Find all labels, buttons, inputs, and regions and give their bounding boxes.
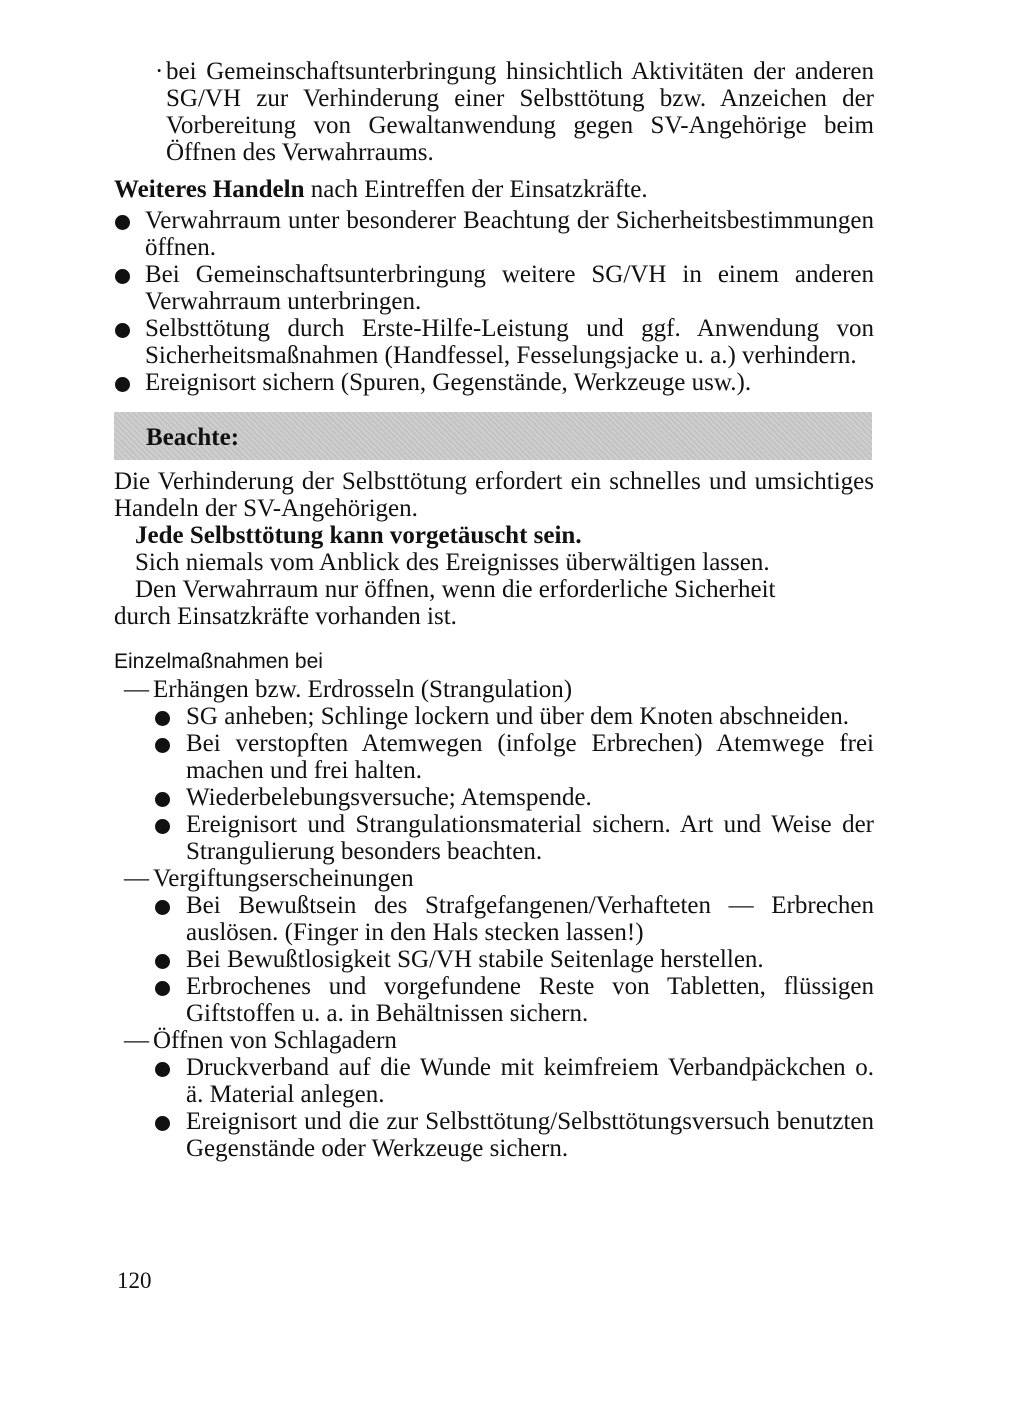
bullet-icon <box>155 1062 170 1077</box>
bullet-icon <box>155 954 170 969</box>
measure-group <box>114 865 874 1027</box>
notice-text-3a: Den Verwahrraum nur öffnen, wenn die erforderliche Sicherheit <box>135 576 776 603</box>
bullet-icon <box>155 738 170 753</box>
list-item-text: Ereignisort und die zur Selbsttötung/Selbsttötungsversuch benutzten Gegenstände oder Werkzeuge sichern. <box>186 1108 874 1162</box>
bullet-icon <box>155 981 170 996</box>
beachte-label: Beachte: <box>146 424 240 451</box>
list-item <box>114 207 874 261</box>
bullet-icon <box>155 900 170 915</box>
group-heading-text: Vergiftungserscheinungen <box>153 865 414 892</box>
weiteres-rest: nach Eintreffen der Einsatzkräfte. <box>304 176 648 203</box>
list-item <box>114 973 874 1027</box>
bullet-icon <box>155 819 170 834</box>
dash-marker: — <box>124 676 149 703</box>
list-item-text: Selbsttötung durch Erste-Hilfe-Leistung und ggf. Anwendung von Sicherheitsmaßnahmen (Handfessel, Fesselungsjacke u. a.) verhindern. <box>145 315 874 369</box>
dash-marker: — <box>124 865 149 892</box>
list-item-text: Bei Gemeinschaftsunterbringung weitere SG/VH in einem anderen Verwahrraum unterbringen. <box>145 261 874 315</box>
page-number: 120 <box>117 1268 152 1293</box>
weiteres-bold: Weiteres Handeln <box>114 176 305 203</box>
einzel-title: Einzelmaßnahmen bei <box>114 650 323 673</box>
list-item-text: SG anheben; Schlinge lockern und über dem Knoten abschneiden. <box>186 703 850 730</box>
list-item-text: Bei verstopften Atemwegen (infolge Erbrechen) Atemwege frei machen und frei halten. <box>186 730 874 784</box>
list-item <box>114 784 874 811</box>
group-heading-text: Öffnen von Schlagadern <box>153 1027 397 1054</box>
list-item-text: Ereignisort sichern (Spuren, Gegenstände, Werkzeuge usw.). <box>145 369 752 396</box>
list-item-text: Wiederbelebungsversuche; Atemspende. <box>186 784 592 811</box>
bullet-icon <box>155 711 170 726</box>
bullet-icon <box>115 323 130 338</box>
bullet-icon <box>115 269 130 284</box>
beachte-notice <box>114 468 874 630</box>
measure-group <box>114 676 874 865</box>
list-item-text: Verwahrraum unter besonderer Beachtung der Sicherheitsbestimmungen öffnen. <box>145 207 874 261</box>
group-heading <box>114 1027 874 1054</box>
notice-text-1: Die Verhinderung der Selbsttötung erfordert ein schnelles und umsichtiges Handeln der SV-Angehörigen. <box>114 468 874 522</box>
list-item <box>114 369 874 396</box>
list-item-text: Ereignisort und Strangulationsmaterial sichern. Art und Weise der Strangulierung besonders beachten. <box>186 811 874 865</box>
list-item <box>114 946 874 973</box>
group-heading <box>114 865 874 892</box>
list-item <box>114 811 874 865</box>
list-item <box>114 261 874 315</box>
group-heading <box>114 676 874 703</box>
list-item-text: Druckverband auf die Wunde mit keimfreiem Verbandpäckchen o. ä. Material anlegen. <box>186 1054 874 1108</box>
list-item <box>114 730 874 784</box>
list-item <box>114 315 874 369</box>
intro-text: bei Gemeinschaftsunterbringung hinsichtlich Aktivitäten der anderen SG/VH zur Verhinderung einer Selbsttötung bzw. Anzeichen der Vorbereitung von Gewaltanwendung gegen SV-Angehörige beim Öffnen des Verwahrraums. <box>166 58 874 166</box>
action-list <box>114 207 874 396</box>
list-item <box>114 892 874 946</box>
measure-group <box>114 1027 874 1162</box>
bullet-icon <box>115 377 130 392</box>
group-heading-text: Erhängen bzw. Erdrosseln (Strangulation) <box>153 676 573 703</box>
notice-text-2: Sich niemals vom Anblick des Ereignisses überwältigen lassen. <box>135 549 770 576</box>
list-item-text: Bei Bewußtlosigkeit SG/VH stabile Seitenlage herstellen. <box>186 946 764 973</box>
intro-paragraph <box>114 58 874 166</box>
list-item <box>114 703 874 730</box>
notice-text-3b: durch Einsatzkräfte vorhanden ist. <box>114 603 457 630</box>
list-item <box>114 1108 874 1162</box>
bullet-icon <box>155 1116 170 1131</box>
list-item-text: Erbrochenes und vorgefundene Reste von Tabletten, flüssigen Giftstoffen u. a. in Behältnissen sichern. <box>186 973 874 1027</box>
bullet-icon <box>155 792 170 807</box>
page-text <box>114 58 874 1162</box>
dash-marker: — <box>124 1027 149 1054</box>
beachte-banner <box>114 412 872 460</box>
weiteres-heading <box>114 176 874 203</box>
intro-marker: · <box>155 58 164 85</box>
notice-bold-line: Jede Selbsttötung kann vorgetäuscht sein. <box>135 522 582 549</box>
list-item-text: Bei Bewußtsein des Strafgefangenen/Verhafteten — Erbrechen auslösen. (Finger in den Hals stecken lassen!) <box>186 892 874 946</box>
bullet-icon <box>115 215 130 230</box>
list-item <box>114 1054 874 1108</box>
